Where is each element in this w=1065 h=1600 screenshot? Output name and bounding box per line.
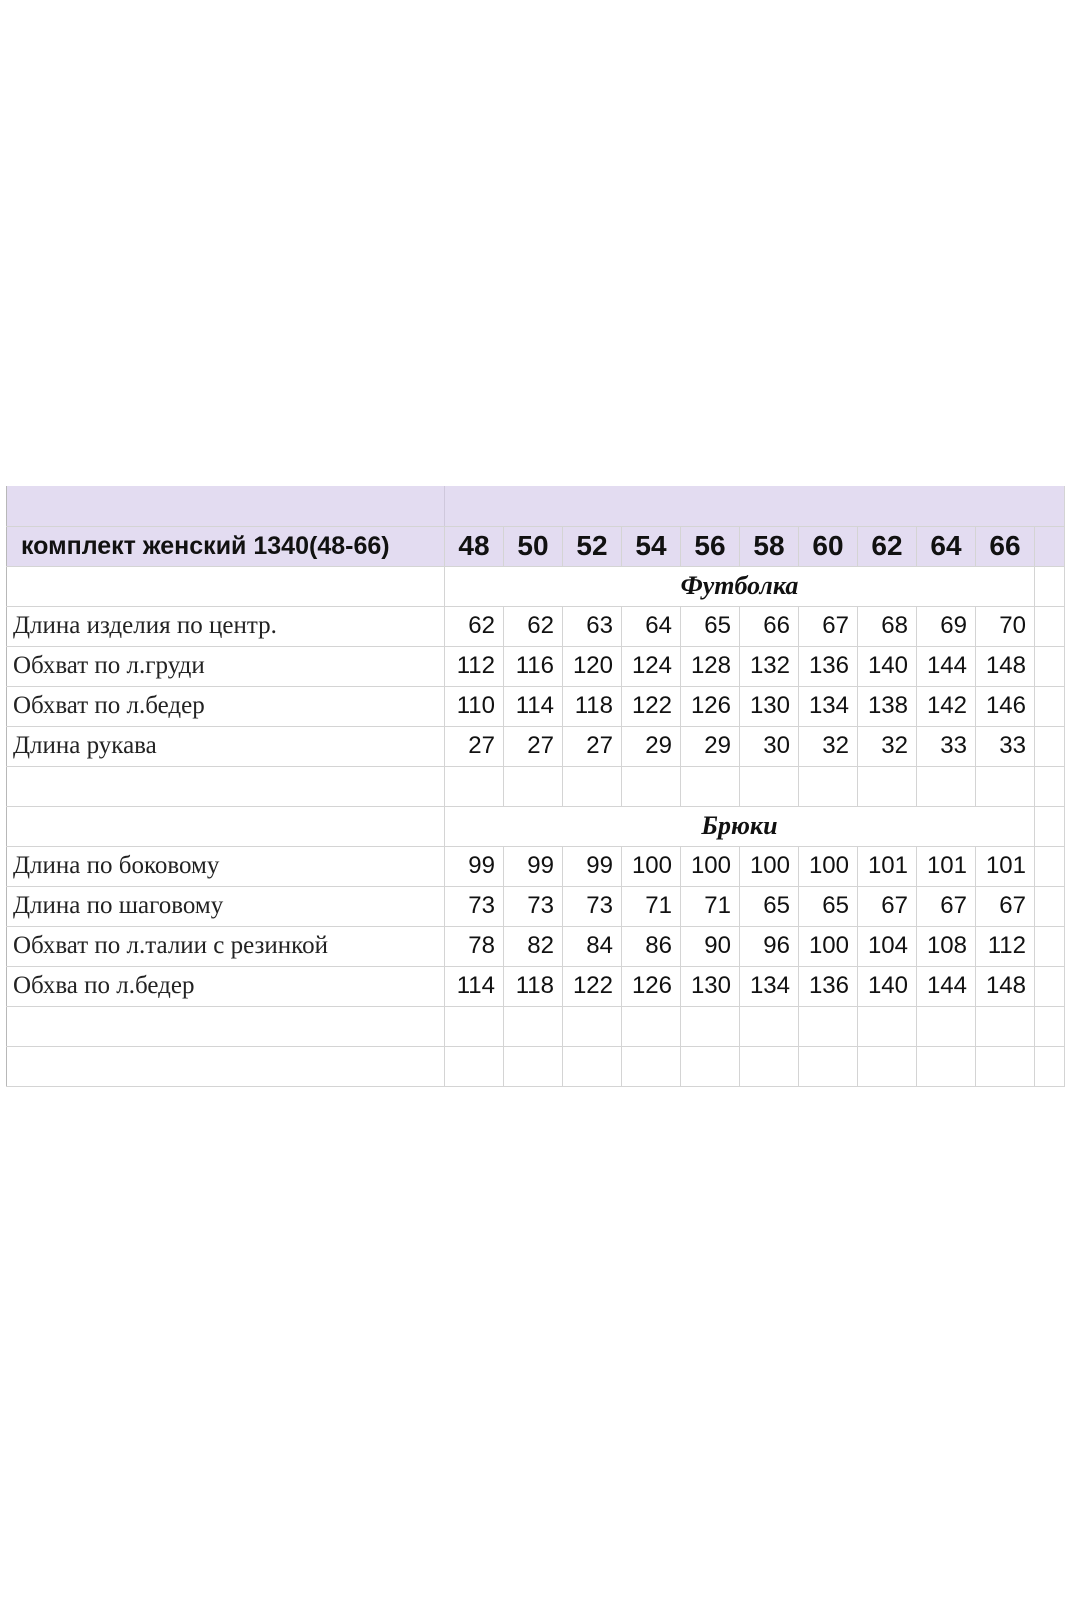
empty-row bbox=[7, 766, 1065, 806]
empty-cell[interactable] bbox=[799, 766, 858, 806]
size-header-cell[interactable]: 64 bbox=[917, 526, 976, 566]
empty-row bbox=[7, 1046, 1065, 1086]
measurement-value[interactable]: 104 bbox=[858, 926, 917, 966]
measurement-value[interactable]: 100 bbox=[681, 846, 740, 886]
measurement-label[interactable]: Обхват по л.бедер bbox=[7, 686, 445, 726]
measurement-value[interactable]: 62 bbox=[445, 606, 504, 646]
empty-cell[interactable] bbox=[622, 1006, 681, 1046]
empty-cell[interactable] bbox=[740, 766, 799, 806]
empty-cell[interactable] bbox=[799, 1006, 858, 1046]
section-title[interactable]: Брюки bbox=[445, 806, 1035, 846]
measurement-value[interactable]: 142 bbox=[917, 686, 976, 726]
measurement-label[interactable]: Длина по шаговому bbox=[7, 886, 445, 926]
section-title-row bbox=[7, 566, 1065, 606]
measurement-row bbox=[7, 606, 1065, 646]
header-row bbox=[7, 526, 1065, 566]
measurement-value[interactable]: 101 bbox=[858, 846, 917, 886]
measurement-label[interactable]: Обхва по л.бедер bbox=[7, 966, 445, 1006]
size-header-cell[interactable]: 50 bbox=[504, 526, 563, 566]
empty-cell[interactable] bbox=[563, 766, 622, 806]
row-extra-cell[interactable] bbox=[1035, 966, 1065, 1006]
measurement-value[interactable]: 112 bbox=[976, 926, 1035, 966]
measurement-row bbox=[7, 646, 1065, 686]
measurement-value[interactable]: 73 bbox=[563, 886, 622, 926]
row-extra-cell[interactable] bbox=[1035, 926, 1065, 966]
measurement-value[interactable]: 140 bbox=[858, 646, 917, 686]
empty-cell[interactable] bbox=[681, 766, 740, 806]
empty-row bbox=[7, 1006, 1065, 1046]
measurement-value[interactable]: 110 bbox=[445, 686, 504, 726]
measurement-value[interactable]: 66 bbox=[740, 606, 799, 646]
measurement-value[interactable]: 67 bbox=[799, 606, 858, 646]
measurement-value[interactable]: 90 bbox=[681, 926, 740, 966]
measurement-value[interactable]: 82 bbox=[504, 926, 563, 966]
measurement-label[interactable]: Обхват по л.груди bbox=[7, 646, 445, 686]
empty-cell[interactable] bbox=[976, 1006, 1035, 1046]
row-extra-cell[interactable] bbox=[1035, 886, 1065, 926]
measurement-value[interactable]: 112 bbox=[445, 646, 504, 686]
size-header-cell[interactable]: 56 bbox=[681, 526, 740, 566]
measurement-value[interactable]: 65 bbox=[681, 606, 740, 646]
empty-cell[interactable] bbox=[681, 1006, 740, 1046]
measurement-label[interactable]: Длина по боковому bbox=[7, 846, 445, 886]
measurement-value[interactable]: 73 bbox=[504, 886, 563, 926]
measurement-value[interactable]: 148 bbox=[976, 646, 1035, 686]
measurement-value[interactable]: 96 bbox=[740, 926, 799, 966]
measurement-row bbox=[7, 686, 1065, 726]
size-header-cell[interactable]: 62 bbox=[858, 526, 917, 566]
empty-cell[interactable] bbox=[917, 1046, 976, 1086]
measurement-value[interactable]: 33 bbox=[976, 726, 1035, 766]
measurement-value[interactable]: 62 bbox=[504, 606, 563, 646]
empty-cell[interactable] bbox=[563, 1046, 622, 1086]
measurement-value[interactable]: 144 bbox=[917, 646, 976, 686]
measurement-value[interactable]: 67 bbox=[917, 886, 976, 926]
row-extra-cell[interactable] bbox=[1035, 686, 1065, 726]
measurement-value[interactable]: 118 bbox=[504, 966, 563, 1006]
measurement-value[interactable]: 70 bbox=[976, 606, 1035, 646]
measurement-value[interactable]: 134 bbox=[740, 966, 799, 1006]
section-title-row bbox=[7, 806, 1065, 846]
empty-cell[interactable] bbox=[799, 1046, 858, 1086]
empty-cell[interactable] bbox=[917, 766, 976, 806]
measurement-value[interactable]: 27 bbox=[445, 726, 504, 766]
measurement-row bbox=[7, 966, 1065, 1006]
row-extra-cell[interactable] bbox=[1035, 606, 1065, 646]
empty-cell[interactable] bbox=[504, 766, 563, 806]
section-title[interactable]: Футболка bbox=[445, 566, 1035, 606]
measurement-value[interactable]: 100 bbox=[622, 846, 681, 886]
measurement-label[interactable]: Длина рукава bbox=[7, 726, 445, 766]
empty-cell[interactable] bbox=[740, 1006, 799, 1046]
section-extra-cell[interactable] bbox=[1035, 566, 1065, 606]
header-top-row bbox=[7, 486, 1065, 526]
row-extra-cell[interactable] bbox=[1035, 646, 1065, 686]
measurement-row bbox=[7, 846, 1065, 886]
measurement-value[interactable]: 132 bbox=[740, 646, 799, 686]
row-extra-cell[interactable] bbox=[1035, 726, 1065, 766]
empty-cell[interactable] bbox=[7, 766, 445, 806]
measurement-value[interactable]: 71 bbox=[681, 886, 740, 926]
measurement-value[interactable]: 67 bbox=[976, 886, 1035, 926]
measurement-value[interactable]: 78 bbox=[445, 926, 504, 966]
measurement-value[interactable]: 120 bbox=[563, 646, 622, 686]
measurement-value[interactable]: 65 bbox=[740, 886, 799, 926]
empty-cell[interactable] bbox=[7, 1046, 445, 1086]
header-top-cell[interactable] bbox=[7, 486, 445, 526]
measurement-value[interactable]: 130 bbox=[681, 966, 740, 1006]
section-extra-cell[interactable] bbox=[1035, 806, 1065, 846]
empty-cell[interactable] bbox=[445, 766, 504, 806]
measurement-value[interactable]: 63 bbox=[563, 606, 622, 646]
measurement-value[interactable]: 27 bbox=[563, 726, 622, 766]
empty-cell[interactable] bbox=[858, 1046, 917, 1086]
measurement-value[interactable]: 73 bbox=[445, 886, 504, 926]
table-title[interactable]: комплект женский 1340(48-66) bbox=[7, 526, 445, 566]
empty-cell[interactable] bbox=[858, 766, 917, 806]
header-extra-cell[interactable] bbox=[1035, 526, 1065, 566]
empty-cell[interactable] bbox=[622, 1046, 681, 1086]
measurement-value[interactable]: 100 bbox=[799, 926, 858, 966]
measurement-value[interactable]: 144 bbox=[917, 966, 976, 1006]
empty-cell[interactable] bbox=[504, 1046, 563, 1086]
size-header-cell[interactable]: 52 bbox=[563, 526, 622, 566]
measurement-value[interactable]: 138 bbox=[858, 686, 917, 726]
size-header-cell[interactable]: 48 bbox=[445, 526, 504, 566]
empty-cell[interactable] bbox=[445, 1006, 504, 1046]
measurement-value[interactable]: 32 bbox=[799, 726, 858, 766]
measurement-value[interactable]: 29 bbox=[622, 726, 681, 766]
empty-cell[interactable] bbox=[7, 1006, 445, 1046]
measurement-value[interactable]: 126 bbox=[681, 686, 740, 726]
measurement-value[interactable]: 122 bbox=[563, 966, 622, 1006]
measurement-value[interactable]: 100 bbox=[740, 846, 799, 886]
empty-cell[interactable] bbox=[858, 1006, 917, 1046]
measurement-value[interactable]: 33 bbox=[917, 726, 976, 766]
measurement-value[interactable]: 124 bbox=[622, 646, 681, 686]
measurement-value[interactable]: 136 bbox=[799, 646, 858, 686]
measurement-value[interactable]: 122 bbox=[622, 686, 681, 726]
empty-cell[interactable] bbox=[976, 766, 1035, 806]
empty-cell[interactable] bbox=[622, 766, 681, 806]
empty-cell[interactable] bbox=[976, 1046, 1035, 1086]
size-header-cell[interactable]: 66 bbox=[976, 526, 1035, 566]
measurement-value[interactable]: 134 bbox=[799, 686, 858, 726]
size-header-cell[interactable]: 54 bbox=[622, 526, 681, 566]
measurement-value[interactable]: 116 bbox=[504, 646, 563, 686]
measurement-value[interactable]: 101 bbox=[917, 846, 976, 886]
measurement-value[interactable]: 84 bbox=[563, 926, 622, 966]
measurement-value[interactable]: 108 bbox=[917, 926, 976, 966]
empty-cell[interactable] bbox=[1035, 1006, 1065, 1046]
measurement-value[interactable]: 100 bbox=[799, 846, 858, 886]
size-header-cell[interactable]: 58 bbox=[740, 526, 799, 566]
measurement-value[interactable]: 99 bbox=[504, 846, 563, 886]
empty-cell[interactable] bbox=[563, 1006, 622, 1046]
measurement-row bbox=[7, 926, 1065, 966]
empty-cell[interactable] bbox=[445, 1046, 504, 1086]
measurement-value[interactable]: 71 bbox=[622, 886, 681, 926]
measurement-value[interactable]: 27 bbox=[504, 726, 563, 766]
measurement-value[interactable]: 65 bbox=[799, 886, 858, 926]
measurement-value[interactable]: 69 bbox=[917, 606, 976, 646]
measurement-value[interactable]: 126 bbox=[622, 966, 681, 1006]
measurement-label[interactable]: Обхват по л.талии с резинкой bbox=[7, 926, 445, 966]
measurement-value[interactable]: 101 bbox=[976, 846, 1035, 886]
measurement-value[interactable]: 99 bbox=[445, 846, 504, 886]
measurement-row bbox=[7, 726, 1065, 766]
row-extra-cell[interactable] bbox=[1035, 846, 1065, 886]
size-header-cell[interactable]: 60 bbox=[799, 526, 858, 566]
measurement-value[interactable]: 64 bbox=[622, 606, 681, 646]
empty-cell[interactable] bbox=[917, 1006, 976, 1046]
measurement-value[interactable]: 136 bbox=[799, 966, 858, 1006]
measurement-value[interactable]: 68 bbox=[858, 606, 917, 646]
size-chart-table bbox=[6, 486, 1065, 1087]
measurement-value[interactable]: 114 bbox=[445, 966, 504, 1006]
section-spacer-cell[interactable] bbox=[7, 566, 445, 606]
measurement-value[interactable]: 146 bbox=[976, 686, 1035, 726]
measurement-value[interactable]: 32 bbox=[858, 726, 917, 766]
empty-cell[interactable] bbox=[681, 1046, 740, 1086]
header-top-band[interactable] bbox=[445, 486, 1065, 526]
measurement-value[interactable]: 67 bbox=[858, 886, 917, 926]
measurement-value[interactable]: 114 bbox=[504, 686, 563, 726]
measurement-row bbox=[7, 886, 1065, 926]
measurement-value[interactable]: 30 bbox=[740, 726, 799, 766]
section-spacer-cell[interactable] bbox=[7, 806, 445, 846]
measurement-value[interactable]: 86 bbox=[622, 926, 681, 966]
measurement-label[interactable]: Длина изделия по центр. bbox=[7, 606, 445, 646]
measurement-value[interactable]: 130 bbox=[740, 686, 799, 726]
size-chart-sheet bbox=[6, 486, 1065, 1087]
measurement-value[interactable]: 99 bbox=[563, 846, 622, 886]
measurement-value[interactable]: 128 bbox=[681, 646, 740, 686]
empty-cell[interactable] bbox=[1035, 766, 1065, 806]
empty-cell[interactable] bbox=[1035, 1046, 1065, 1086]
measurement-value[interactable]: 118 bbox=[563, 686, 622, 726]
measurement-value[interactable]: 29 bbox=[681, 726, 740, 766]
size-chart-body bbox=[7, 486, 1065, 1086]
empty-cell[interactable] bbox=[740, 1046, 799, 1086]
measurement-value[interactable]: 148 bbox=[976, 966, 1035, 1006]
measurement-value[interactable]: 140 bbox=[858, 966, 917, 1006]
empty-cell[interactable] bbox=[504, 1006, 563, 1046]
